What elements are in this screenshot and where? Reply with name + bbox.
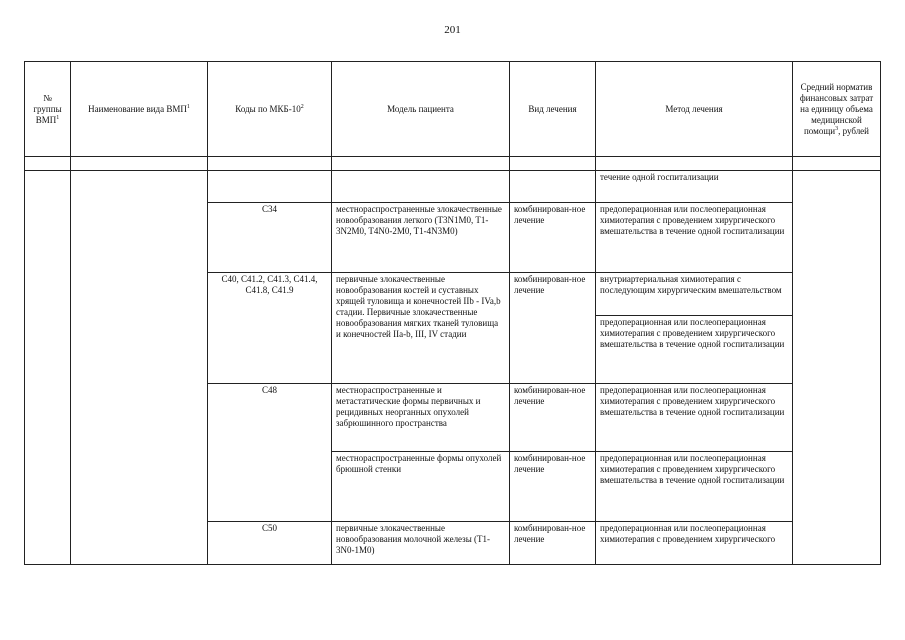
model-cell: местнораспространенные и метастатические формы первичных и рецидивных неорганных опухолей забрюшинного пространства <box>332 384 510 452</box>
method-cell: внутриартериальная химиотерапия с последующим хирургическим вмешательством <box>596 273 793 316</box>
header-row <box>25 62 881 157</box>
codes-cell: C50 <box>208 522 332 565</box>
model-cell: первичные злокачественные новообразования молочной железы (T1-3N0-1M0) <box>332 522 510 565</box>
name-cell <box>71 171 208 565</box>
header-treatment-type: Вид лечения <box>510 62 596 157</box>
cost-cell <box>793 171 881 565</box>
type-cell: комбинирован-ное лечение <box>510 452 596 522</box>
type-cell: комбинирован-ное лечение <box>510 203 596 273</box>
method-cell: предоперационная или послеоперационная химиотерапия с проведением хирургического вмешательства в течение одной госпитализации <box>596 384 793 452</box>
header-codes: Коды по МКБ-$10^2$ <box>208 62 332 157</box>
header-model: Модель пациента <box>332 62 510 157</box>
type-cell: комбинирован-ное лечение <box>510 522 596 565</box>
table-row <box>25 171 881 203</box>
method-cell: предоперационная или послеоперационная химиотерапия с проведением хирургического вмешательства в течение одной госпитализации <box>596 203 793 273</box>
method-cell: предоперационная или послеоперационная химиотерапия с проведением хирургического вмешательства в течение одной госпитализации <box>596 316 793 384</box>
codes-cell <box>208 171 332 203</box>
model-cell: местнораспространенные формы опухолей брюшной стенки <box>332 452 510 522</box>
method-cell: предоперационная или послеоперационная химиотерапия с проведением хирургического <box>596 522 793 565</box>
method-cell: предоперационная или послеоперационная химиотерапия с проведением хирургического вмешательства в течение одной госпитализации <box>596 452 793 522</box>
method-cell: течение одной госпитализации <box>596 171 793 203</box>
header-cost: Средний норматив финансовых затрат на единицу объема медицинской помощи$^3$, рублей <box>793 62 881 157</box>
model-cell: первичные злокачественные новообразования костей и суставных хрящей туловища и конечностей IIb - IVa,b стадии. Первичные злокачественные новообразования мягких тканей туловища и конечностей IIa-b, III, IV стадии <box>332 273 510 384</box>
model-cell <box>332 171 510 203</box>
type-cell: комбинирован-ное лечение <box>510 384 596 452</box>
group-cell <box>25 171 71 565</box>
header-name: Наименование вида ВМП$^1$ <box>71 62 208 157</box>
header-method: Метод лечения <box>596 62 793 157</box>
page-number: 201 <box>444 24 461 36</box>
type-cell: комбинирован-ное лечение <box>510 273 596 384</box>
header-group: № группы ВМП$^1$ <box>25 62 71 157</box>
type-cell <box>510 171 596 203</box>
codes-cell: C34 <box>208 203 332 273</box>
codes-cell: C48 <box>208 384 332 522</box>
codes-cell: C40, C41.2, C41.3, C41.4, C41.8, C41.9 <box>208 273 332 384</box>
vmp-table <box>24 61 881 565</box>
model-cell: местнораспространенные злокачественные новообразования легкого (T3N1M0, T1-3N2M0, T4N0-2M0, T1-4N3M0) <box>332 203 510 273</box>
numbering-row <box>25 157 881 171</box>
